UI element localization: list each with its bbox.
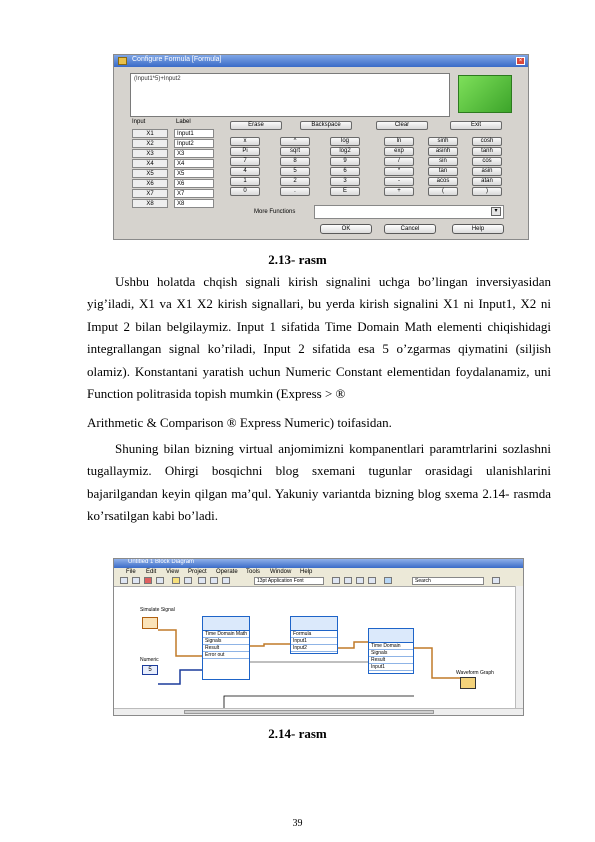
formula-input[interactable]: (Input1*5)+Input2 [130, 73, 450, 117]
menu-tools[interactable]: Tools [246, 569, 261, 575]
formula-preview-icon [458, 75, 512, 113]
menu-operate[interactable]: Operate [216, 569, 238, 575]
dialog-title: Configure Formula [Formula] [132, 56, 222, 63]
keypad-button[interactable]: 4 [230, 167, 260, 176]
keypad-button[interactable]: asin [472, 167, 502, 176]
keypad-button[interactable]: ) [472, 187, 502, 196]
font-select[interactable]: 13pt Application Font [254, 577, 324, 585]
keypad-button[interactable]: atan [472, 177, 502, 186]
menu-help[interactable]: Help [300, 569, 313, 575]
menu-edit[interactable]: Edit [146, 569, 157, 575]
run-continuous-icon[interactable] [132, 577, 140, 584]
ok-button[interactable]: OK [320, 224, 372, 234]
keypad-button[interactable]: - [384, 177, 414, 186]
keypad-button[interactable]: sin [428, 157, 458, 166]
keypad-button[interactable]: Pi [230, 147, 260, 156]
dialog-title-bar [114, 55, 528, 67]
highlight-icon[interactable] [172, 577, 180, 584]
abort-icon[interactable] [144, 577, 152, 584]
keypad-button[interactable]: exp [384, 147, 414, 156]
help-button[interactable]: Help [452, 224, 504, 234]
keypad-button[interactable]: log [330, 137, 360, 146]
block2-row: Input1 [291, 638, 337, 645]
numeric-constant[interactable]: 5 [142, 665, 158, 675]
block-diagram-screenshot [113, 558, 524, 716]
block1-row: Time Domain Math [205, 631, 248, 637]
block1-row: Result [203, 645, 249, 652]
keypad-button[interactable]: / [384, 157, 414, 166]
formula-block[interactable] [290, 616, 338, 654]
keypad-button[interactable]: log2 [330, 147, 360, 156]
block1-row: Error out [203, 652, 249, 659]
formula-icon [291, 617, 337, 631]
body-paragraph-1: Ushbu holatda chqish signali kirish signalini uchga bo’lingan inversiyasidan yig’iladi, X1 va X1 X2 kirish signallari, bu yerda kirish signalini X1 ni Input1, X2 ni Imput 2 bilan belgilaymiz. Input 1 sifatida Time Domain Math elementi chiqishidagi integrallangan signal ko’riladi, Input 2 sifatida esa 5 o’zgarmas qiymatini (siljish olamiz). Konstantani yaratish uchun Numeric Constant elementidan foydalanamiz, uni Function politrasida topish mumkin (Express > ® [87, 274, 551, 402]
keypad-button[interactable]: tanh [472, 147, 502, 156]
input-name-cell: X7 [132, 189, 168, 198]
keypad-button[interactable]: 1 [230, 177, 260, 186]
keypad-button[interactable]: sqrt [280, 147, 310, 156]
input-name-cell: X6 [132, 179, 168, 188]
keypad-button[interactable]: ln [384, 137, 414, 146]
block-diagram-title: Untitled 1 Block Diagram [128, 559, 195, 565]
input-name-cell: X1 [132, 129, 168, 138]
keypad-button[interactable]: * [384, 167, 414, 176]
keypad-button[interactable]: asinh [428, 147, 458, 156]
keypad-button[interactable]: 9 [330, 157, 360, 166]
time-domain-math-icon [203, 617, 249, 631]
input-label-field[interactable]: X8 [174, 199, 214, 208]
distribute-icon[interactable] [344, 577, 352, 584]
run-icon[interactable] [120, 577, 128, 584]
menu-window[interactable]: Window [270, 569, 292, 575]
block-diagram-title-bar [114, 559, 523, 568]
keypad-button[interactable]: + [384, 187, 414, 196]
keypad-button[interactable]: x [230, 137, 260, 146]
menu-file[interactable]: File [126, 569, 136, 575]
input-label-field[interactable]: X3 [174, 149, 214, 158]
horizontal-scroll-thumb[interactable] [184, 710, 434, 714]
keypad-button[interactable]: sinh [428, 137, 458, 146]
input-name-cell: X4 [132, 159, 168, 168]
keypad-button[interactable]: 5 [280, 167, 310, 176]
block3-row: Input1 [369, 664, 413, 671]
cleanup-icon[interactable] [384, 577, 392, 584]
more-functions-field[interactable] [314, 205, 504, 219]
app-icon [118, 57, 127, 65]
erase-button[interactable]: Erase [230, 121, 282, 130]
step-into-icon[interactable] [198, 577, 206, 584]
block3-row: Signals [369, 650, 413, 657]
resize-icon[interactable] [356, 577, 364, 584]
pause-icon[interactable] [156, 577, 164, 584]
block1-row: Signals [203, 638, 249, 645]
input-name-cell: X3 [132, 149, 168, 158]
backspace-button[interactable]: Backspace [300, 121, 352, 130]
keypad-button[interactable]: cos [472, 157, 502, 166]
more-functions-label: More Functions [254, 209, 296, 215]
input-name-cell: X2 [132, 139, 168, 148]
keypad-button[interactable]: . [280, 187, 310, 196]
menu-project[interactable]: Project [188, 569, 207, 575]
waveform-graph-label: Waveform Graph [456, 670, 494, 676]
formula-dialog-screenshot [113, 54, 529, 240]
keypad-button[interactable]: 6 [330, 167, 360, 176]
keypad-button[interactable]: ^ [280, 137, 310, 146]
input-label-field[interactable]: X4 [174, 159, 214, 168]
page-number: 39 [292, 818, 303, 829]
exit-button[interactable]: Exit [450, 121, 502, 130]
align-icon[interactable] [332, 577, 340, 584]
input-label-field[interactable]: X6 [174, 179, 214, 188]
cancel-button[interactable]: Cancel [384, 224, 436, 234]
time-domain-block[interactable] [368, 628, 414, 674]
menu-bar [114, 568, 523, 576]
input-label-field[interactable]: X5 [174, 169, 214, 178]
keypad-button[interactable]: 8 [280, 157, 310, 166]
body-paragraph-2: Shuning bilan bizning virtual anjomimizni kompanentlari paramtrlarini sozlashni tugallaymiz. Ohirgi bosqichni blog sxemani tugunlar orasidagi ulanishlarini bajarilgandan keyin qilgan ma’qul. Yakuniy variantda bizning blog sxema 2.14- rasmda ko’rsatilgan kabi bo’ladi. [87, 441, 551, 524]
keypad-button[interactable]: ( [428, 187, 458, 196]
input-name-cell: X8 [132, 199, 168, 208]
block2-row: Formula [291, 631, 337, 638]
search-input[interactable]: Search [412, 577, 484, 585]
block3-row: Result [369, 657, 413, 664]
simulate-signal-icon[interactable] [142, 617, 158, 629]
chevron-down-icon[interactable]: ▾ [491, 207, 501, 216]
figure-caption-214: 2.14- rasm [268, 726, 327, 741]
waveform-graph-icon[interactable] [460, 677, 476, 689]
input-label-field[interactable]: Input2 [174, 139, 214, 148]
label-column-header: Label [176, 119, 191, 125]
keypad-button[interactable]: cosh [472, 137, 502, 146]
figure-caption-213: 2.13- rasm [268, 252, 327, 267]
close-icon[interactable]: × [516, 57, 525, 65]
block3-row: Time Domain [369, 643, 413, 650]
keypad-button[interactable]: 2 [280, 177, 310, 186]
reorder-icon[interactable] [368, 577, 376, 584]
help-icon[interactable] [492, 577, 500, 584]
vertical-scrollbar[interactable] [515, 586, 523, 708]
input-label-field[interactable]: Input1 [174, 129, 214, 138]
input-label-field[interactable]: X7 [174, 189, 214, 198]
body-line-arithmetic: Arithmetic & Comparison ® Express Numeric) toifasidan. [87, 415, 392, 430]
keypad-button[interactable]: 3 [330, 177, 360, 186]
retain-wire-icon[interactable] [184, 577, 192, 584]
clear-button[interactable]: Clear [376, 121, 428, 130]
block2-row: Input2 [291, 645, 337, 652]
step-over-icon[interactable] [210, 577, 218, 584]
keypad-button[interactable]: tan [428, 167, 458, 176]
keypad-button[interactable]: E [330, 187, 360, 196]
input-name-cell: X5 [132, 169, 168, 178]
step-out-icon[interactable] [222, 577, 230, 584]
simulate-signal-label: Simulate Signal [140, 607, 175, 613]
keypad-button[interactable]: 0 [230, 187, 260, 196]
menu-view[interactable]: View [166, 569, 179, 575]
numeric-label: Numeric [140, 657, 159, 663]
horizontal-scrollbar[interactable] [114, 708, 523, 715]
input-column-header: Input [132, 119, 146, 125]
keypad-button[interactable]: acos [428, 177, 458, 186]
time-domain-icon [369, 629, 413, 643]
keypad-button[interactable]: 7 [230, 157, 260, 166]
time-domain-math-block[interactable] [202, 616, 250, 680]
